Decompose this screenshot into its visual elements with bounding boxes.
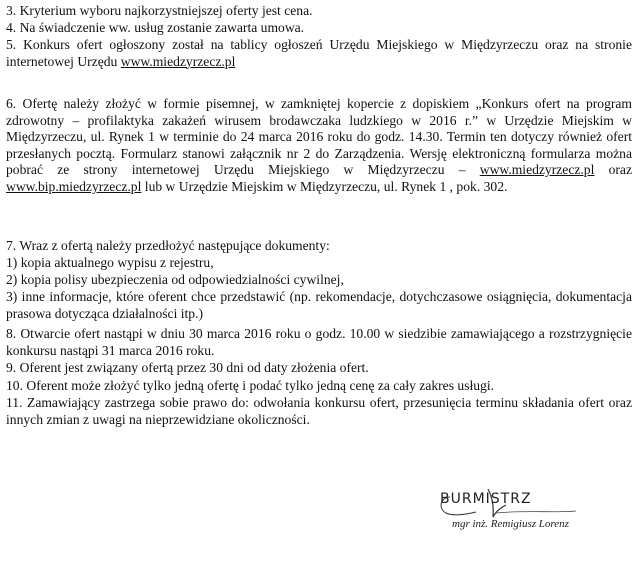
item-5: [6, 37, 632, 70]
item-9: 9. Oferent jest związany ofertą przez 30 dni od daty złożenia ofert.: [6, 360, 369, 375]
mayor-stamp: [436, 483, 586, 523]
item-6-text-c: lub w Urzędzie Miejskim w Międzyrzeczu, ul. Rynek 1 , pok. 302.: [141, 178, 508, 194]
link-miedzyrzecz-2[interactable]: www.miedzyrzecz.pl: [479, 162, 595, 178]
item-4: 4. Na świadczenie ww. usług zostanie zawarta umowa.: [6, 20, 305, 35]
item-6-text-b: oraz: [594, 162, 632, 178]
item-7-doc-1: 1) kopia aktualnego wypisu z rejestru,: [6, 255, 214, 270]
item-6-text-a: 6. Ofertę należy złożyć w formie pisemnej, w zamkniętej kopercie z dopiskiem „Konkurs ofert na program zdrowotny – profilaktyka zakażeń wirusem brodawczaka ludzkiego w 2016 r.” w Urzędzie Miejskim w Międzyrzeczu, ul. Rynek 1 w terminie do 24 marca 2016 roku do godz. 14.30. Termin ten dotyczy również ofert przesłanych pocztą. Formularz stanowi załącznik nr 2 do Zarządzenia. Wersję elektroniczną formularza można pobrać ze strony internetowej Urzędu Miejskiego w Międzyrzeczu –: [6, 96, 632, 178]
link-miedzyrzecz[interactable]: www.miedzyrzecz.pl: [120, 53, 236, 69]
item-8: 8. Otwarcie ofert nastąpi w dniu 30 marca 2016 roku o godz. 10.00 w siedzibie zamawiającego a rozstrzygnięcie konkursu nastąpi 31 marca 2016 roku.: [6, 326, 632, 358]
item-7-doc-2: 2) kopia polisy ubezpieczenia od odpowiedzialności cywilnej,: [6, 272, 344, 287]
signatory-name: mgr inż. Remigiusz Lorenz: [452, 518, 569, 530]
item-3: 3. Kryterium wyboru najkorzystniejszej oferty jest cena.: [6, 3, 313, 18]
item-7: 7. Wraz z ofertą należy przedłożyć następujące dokumenty:: [6, 238, 330, 253]
item-10: 10. Oferent może złożyć tylko jedną ofertę i podać tylko jedną cenę za cały zakres usługi.: [6, 378, 495, 393]
item-5-text: 5. Konkurs ofert ogłoszony został na tablicy ogłoszeń Urzędu Miejskiego w Międzyrzeczu oraz na stronie internetowej Urzędu: [6, 37, 632, 69]
stamp-title: BURMISTRZ: [440, 491, 532, 507]
link-bip-miedzyrzecz[interactable]: www.bip.miedzyrzecz.pl: [6, 178, 142, 194]
item-11: 11. Zamawiający zastrzega sobie prawo do: odwołania konkursu ofert, przesunięcia terminu składania ofert oraz innych zmian z uwagi na nieprzewidziane okoliczności.: [6, 395, 632, 427]
item-7-doc-3: 3) inne informacje, które oferent chce przedstawić (np. rekomendacje, dotychczasowe osiągnięcia, dokumentacja prasowa dotycząca działalności itp.): [6, 289, 632, 321]
item-6: [6, 96, 632, 196]
